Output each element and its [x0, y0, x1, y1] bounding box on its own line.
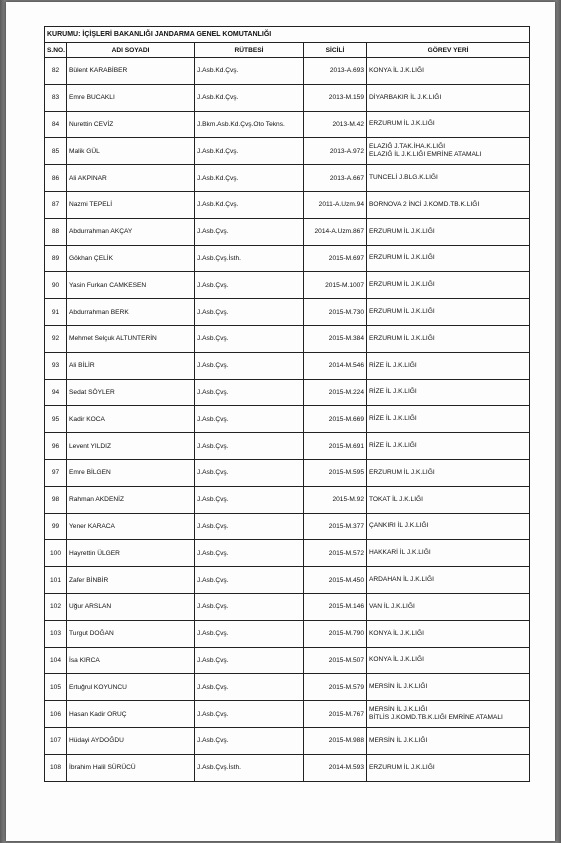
- row-duty-line: KONYA İL J.K.LIĞI: [369, 656, 424, 664]
- row-rank: J.Asb.Çvş.: [195, 674, 304, 701]
- row-duty: [367, 674, 530, 701]
- row-name: Emre BİLGEN: [67, 459, 195, 486]
- row-number: 106: [45, 701, 67, 728]
- row-rank: J.Asb.Çvş.: [195, 352, 304, 379]
- row-rank: J.Asb.Kd.Çvş.: [195, 138, 304, 165]
- row-duty: [367, 325, 530, 352]
- row-duty-line: RİZE İL J.K.LIĞI: [369, 415, 417, 423]
- row-duty: [367, 620, 530, 647]
- row-duty-line: TOKAT İL J.K.LIĞI: [369, 495, 423, 503]
- table-row: [45, 540, 530, 567]
- row-name: Nurettin CEVİZ: [67, 111, 195, 138]
- row-name: Malik GÜL: [67, 138, 195, 165]
- row-name: Mehmet Selçuk ALTUNTERİN: [67, 325, 195, 352]
- header-duty: GÖREV YERİ: [367, 43, 530, 58]
- table-row: [45, 433, 530, 460]
- row-name: Ertuğrul KOYUNCU: [67, 674, 195, 701]
- row-duty: [367, 727, 530, 754]
- row-name: Yener KARACA: [67, 513, 195, 540]
- row-duty-line: ERZURUM İL J.K.LIĞI: [369, 120, 435, 128]
- row-duty-line: RİZE İL J.K.LIĞI: [369, 388, 417, 396]
- row-registry: 2015-M.988: [304, 727, 367, 754]
- row-duty-line: RİZE İL J.K.LIĞI: [369, 361, 417, 369]
- row-duty: [367, 165, 530, 192]
- table-row: [45, 486, 530, 513]
- row-name: Kadir KOCA: [67, 406, 195, 433]
- row-duty: [367, 647, 530, 674]
- row-rank: J.Asb.Çvş.: [195, 513, 304, 540]
- row-rank: J.Asb.Çvş.İsth.: [195, 754, 304, 781]
- row-name: Ali BİLİR: [67, 352, 195, 379]
- table-row: [45, 218, 530, 245]
- row-name: Hasan Kadir ORUÇ: [67, 701, 195, 728]
- document-title: KURUMU: İÇİŞLERİ BAKANLIĞI JANDARMA GENEL KOMUTANLIĞI: [45, 27, 530, 43]
- row-registry: 2015-M.790: [304, 620, 367, 647]
- row-name: Sedat SÖYLER: [67, 379, 195, 406]
- table-row: [45, 674, 530, 701]
- row-duty: [367, 593, 530, 620]
- row-duty: [367, 459, 530, 486]
- row-name: Abdurrahman BERK: [67, 299, 195, 326]
- table-row: [45, 58, 530, 85]
- row-rank: J.Asb.Çvş.: [195, 701, 304, 728]
- row-number: 84: [45, 111, 67, 138]
- row-number: 101: [45, 567, 67, 594]
- row-duty-line: BİTLİS J.KOMD.TB.K.LIĞI EMRİNE ATAMALI: [369, 714, 503, 722]
- row-duty-line: MERSİN İL J.K.LIĞI: [369, 736, 428, 744]
- row-rank: J.Asb.Çvş.: [195, 218, 304, 245]
- row-number: 93: [45, 352, 67, 379]
- table-row: [45, 647, 530, 674]
- document-page: [6, 2, 555, 841]
- table-row: [45, 513, 530, 540]
- row-rank: J.Asb.Çvş.: [195, 299, 304, 326]
- row-number: 89: [45, 245, 67, 272]
- row-number: 100: [45, 540, 67, 567]
- row-rank: J.Asb.Çvş.: [195, 727, 304, 754]
- row-duty: [367, 379, 530, 406]
- row-registry: 2013-A.972: [304, 138, 367, 165]
- row-number: 87: [45, 191, 67, 218]
- row-registry: 2015-M.507: [304, 647, 367, 674]
- row-duty: [367, 84, 530, 111]
- row-duty-line: RİZE İL J.K.LIĞI: [369, 442, 417, 450]
- row-duty: [367, 567, 530, 594]
- row-rank: J.Asb.Kd.Çvş.: [195, 191, 304, 218]
- row-duty: [367, 272, 530, 299]
- table-row: [45, 620, 530, 647]
- row-duty-line: ERZURUM İL J.K.LIĞI: [369, 763, 435, 771]
- table-row: [45, 111, 530, 138]
- row-rank: J.Asb.Çvş.: [195, 620, 304, 647]
- row-number: 98: [45, 486, 67, 513]
- row-duty-line: ERZURUM İL J.K.LIĞI: [369, 227, 435, 235]
- row-duty: [367, 58, 530, 85]
- row-name: Emre BUCAKLI: [67, 84, 195, 111]
- row-number: 85: [45, 138, 67, 165]
- row-registry: 2011-A.Uzm.94: [304, 191, 367, 218]
- row-name: Gökhan ÇELİK: [67, 245, 195, 272]
- row-registry: 2013-A.693: [304, 58, 367, 85]
- row-duty-line: ERZURUM İL J.K.LIĞI: [369, 254, 435, 262]
- row-rank: J.Asb.Kd.Çvş.: [195, 84, 304, 111]
- row-rank: J.Asb.Çvş.: [195, 406, 304, 433]
- row-name: Yasin Furkan CAMKESEN: [67, 272, 195, 299]
- row-duty: [367, 513, 530, 540]
- row-rank: J.Asb.Çvş.: [195, 433, 304, 460]
- row-duty-line: MERSİN İL J.K.LIĞI: [369, 706, 428, 714]
- row-number: 102: [45, 593, 67, 620]
- row-number: 88: [45, 218, 67, 245]
- row-rank: J.Asb.Çvş.: [195, 540, 304, 567]
- row-name: Rahman AKDENİZ: [67, 486, 195, 513]
- row-registry: 2015-M.224: [304, 379, 367, 406]
- row-name: Hayrettin ÜLGER: [67, 540, 195, 567]
- row-name: Hüdayi AYDOĞDU: [67, 727, 195, 754]
- table-row: [45, 701, 530, 728]
- row-duty-line: KONYA İL J.K.LIĞI: [369, 629, 424, 637]
- row-number: 86: [45, 165, 67, 192]
- row-number: 83: [45, 84, 67, 111]
- row-duty-line: DİYARBAKIR İL J.K.LIĞI: [369, 93, 442, 101]
- row-rank: J.Asb.Çvş.: [195, 459, 304, 486]
- table-row: [45, 459, 530, 486]
- row-registry: 2015-M.384: [304, 325, 367, 352]
- table-row: [45, 272, 530, 299]
- row-duty: [367, 406, 530, 433]
- row-duty: [367, 299, 530, 326]
- row-duty: [367, 138, 530, 165]
- row-number: 107: [45, 727, 67, 754]
- row-duty-line: TUNCELİ J.BLG.K.LIĞI: [369, 174, 438, 182]
- row-name: İsa KIRCA: [67, 647, 195, 674]
- row-registry: 2014-A.Uzm.867: [304, 218, 367, 245]
- row-rank: J.Asb.Çvş.: [195, 272, 304, 299]
- row-registry: 2013-M.159: [304, 84, 367, 111]
- table-row: [45, 379, 530, 406]
- row-registry: 2014-M.546: [304, 352, 367, 379]
- row-duty-line: BORNOVA 2 İNCİ J.KOMD.TB.K.LIĞI: [369, 200, 480, 208]
- table-row: [45, 352, 530, 379]
- table-row: [45, 84, 530, 111]
- row-registry: 2015-M.1007: [304, 272, 367, 299]
- row-rank: J.Asb.Çvş.: [195, 379, 304, 406]
- header-name: ADI SOYADI: [67, 43, 195, 58]
- row-duty-line: ERZURUM İL J.K.LIĞI: [369, 334, 435, 342]
- row-duty: [367, 218, 530, 245]
- row-duty: [367, 111, 530, 138]
- table-row: [45, 593, 530, 620]
- row-name: Uğur ARSLAN: [67, 593, 195, 620]
- row-rank: J.Asb.Çvş.: [195, 647, 304, 674]
- row-registry: 2015-M.767: [304, 701, 367, 728]
- row-registry: 2014-M.593: [304, 754, 367, 781]
- row-number: 96: [45, 433, 67, 460]
- row-duty-line: MERSİN İL J.K.LIĞI: [369, 683, 428, 691]
- header-registry: SİCİLİ: [304, 43, 367, 58]
- row-rank: J.Bkm.Asb.Kd.Çvş.Oto Tekns.: [195, 111, 304, 138]
- row-rank: J.Asb.Kd.Çvş.: [195, 165, 304, 192]
- row-registry: 2015-M.92: [304, 486, 367, 513]
- table-row: [45, 567, 530, 594]
- row-name: Bülent KARABİBER: [67, 58, 195, 85]
- row-registry: 2015-M.669: [304, 406, 367, 433]
- row-duty: [367, 486, 530, 513]
- row-duty: [367, 433, 530, 460]
- table-title-row: [45, 27, 530, 43]
- row-number: 82: [45, 58, 67, 85]
- header-no: S.NO.: [45, 43, 67, 58]
- row-duty-line: VAN İL J.K.LIĞI: [369, 602, 415, 610]
- table-header-row: [45, 43, 530, 58]
- row-duty-line: ÇANKIRI İL J.K.LIĞI: [369, 522, 429, 530]
- row-registry: 2015-M.691: [304, 433, 367, 460]
- table-row: [45, 191, 530, 218]
- row-number: 94: [45, 379, 67, 406]
- row-registry: 2015-M.697: [304, 245, 367, 272]
- row-registry: 2015-M.595: [304, 459, 367, 486]
- header-rank: RÜTBESİ: [195, 43, 304, 58]
- row-duty-line: ERZURUM İL J.K.LIĞI: [369, 468, 435, 476]
- row-duty: [367, 540, 530, 567]
- row-duty-line: ERZURUM İL J.K.LIĞI: [369, 281, 435, 289]
- table-row: [45, 299, 530, 326]
- row-number: 99: [45, 513, 67, 540]
- row-number: 105: [45, 674, 67, 701]
- row-name: Ali AKPINAR: [67, 165, 195, 192]
- row-number: 97: [45, 459, 67, 486]
- row-registry: 2015-M.572: [304, 540, 367, 567]
- row-duty: [367, 701, 530, 728]
- row-duty-line: ARDAHAN İL J.K.LIĞI: [369, 576, 434, 584]
- row-duty: [367, 352, 530, 379]
- row-name: Nazmi TEPELİ: [67, 191, 195, 218]
- row-number: 95: [45, 406, 67, 433]
- row-registry: 2013-A.667: [304, 165, 367, 192]
- row-number: 103: [45, 620, 67, 647]
- table-row: [45, 325, 530, 352]
- row-duty-line: ELAZIĞ J.TAK.İHA.K.LIĞI: [369, 143, 446, 151]
- table-row: [45, 138, 530, 165]
- row-registry: 2015-M.146: [304, 593, 367, 620]
- table-row: [45, 406, 530, 433]
- row-number: 91: [45, 299, 67, 326]
- row-rank: J.Asb.Kd.Çvş.: [195, 58, 304, 85]
- row-name: Zafer BİNBİR: [67, 567, 195, 594]
- table-body: [45, 58, 530, 782]
- row-duty: [367, 191, 530, 218]
- row-name: Abdurrahman AKÇAY: [67, 218, 195, 245]
- row-duty: [367, 245, 530, 272]
- row-duty-line: HAKKARİ İL J.K.LIĞI: [369, 549, 431, 557]
- row-registry: 2013-M.42: [304, 111, 367, 138]
- row-rank: J.Asb.Çvş.: [195, 593, 304, 620]
- row-rank: J.Asb.Çvş.İsth.: [195, 245, 304, 272]
- row-rank: J.Asb.Çvş.: [195, 567, 304, 594]
- row-number: 90: [45, 272, 67, 299]
- row-duty: [367, 754, 530, 781]
- row-rank: J.Asb.Çvş.: [195, 325, 304, 352]
- row-number: 104: [45, 647, 67, 674]
- row-duty-line: ELAZIĞ İL J.K.LIĞI EMRİNE ATAMALI: [369, 151, 482, 159]
- table-row: [45, 245, 530, 272]
- personnel-table: [44, 26, 530, 782]
- row-name: Turgut DOĞAN: [67, 620, 195, 647]
- row-registry: 2015-M.730: [304, 299, 367, 326]
- table-row: [45, 754, 530, 781]
- row-name: İbrahim Halil SÜRÜCÜ: [67, 754, 195, 781]
- row-number: 92: [45, 325, 67, 352]
- row-duty-line: KONYA İL J.K.LIĞI: [369, 66, 424, 74]
- row-duty-line: ERZURUM İL J.K.LIĞI: [369, 308, 435, 316]
- table-row: [45, 727, 530, 754]
- row-registry: 2015-M.579: [304, 674, 367, 701]
- row-registry: 2015-M.450: [304, 567, 367, 594]
- row-registry: 2015-M.377: [304, 513, 367, 540]
- row-name: Levent YILDIZ: [67, 433, 195, 460]
- row-number: 108: [45, 754, 67, 781]
- row-rank: J.Asb.Çvş.: [195, 486, 304, 513]
- table-row: [45, 165, 530, 192]
